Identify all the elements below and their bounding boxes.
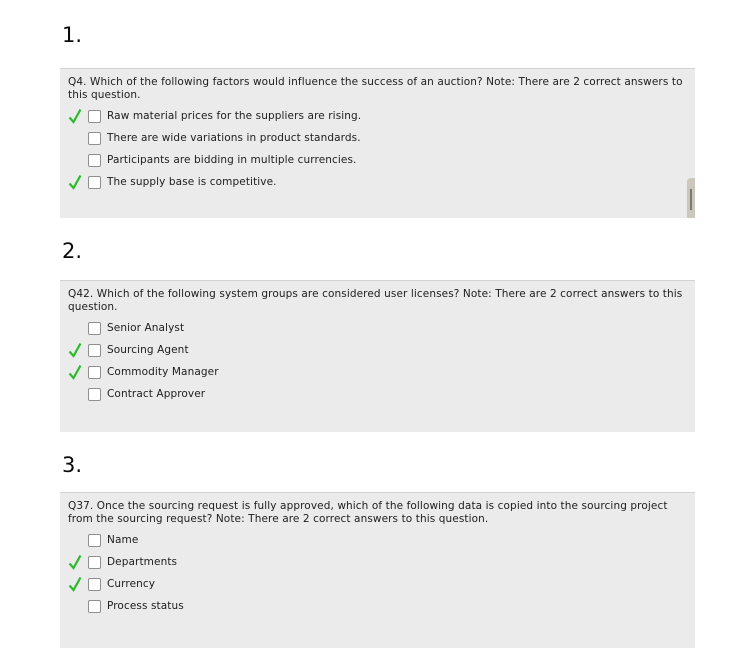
question-section-1	[60, 22, 695, 218]
option-label: Departments	[107, 556, 178, 568]
question-text: Q37. Once the sourcing request is fully approved, which of the following data is copied into the sourcing project from the sourcing request? Note: There are 2 correct answers to this question.	[68, 500, 668, 525]
options-list	[68, 529, 685, 617]
option-checkbox[interactable]	[88, 154, 101, 167]
question-panel	[60, 280, 695, 432]
option-checkbox[interactable]	[88, 344, 101, 357]
options-list	[68, 317, 685, 405]
question-section-2	[60, 238, 695, 432]
option-row	[68, 149, 685, 171]
option-checkbox[interactable]	[88, 556, 101, 569]
option-checkbox[interactable]	[88, 132, 101, 145]
question-section-3	[60, 452, 695, 648]
option-label: Process status	[107, 600, 184, 612]
option-checkbox[interactable]	[88, 388, 101, 401]
check-icon	[68, 342, 88, 358]
option-label: Contract Approver	[107, 388, 206, 400]
option-label: Sourcing Agent	[107, 344, 189, 356]
option-checkbox[interactable]	[88, 176, 101, 189]
options-list	[68, 105, 685, 193]
option-label: Commodity Manager	[107, 366, 219, 378]
option-label: Raw material prices for the suppliers are rising.	[107, 110, 362, 122]
question-text: Q4. Which of the following factors would influence the success of an auction? Note: There are 2 correct answers to this question.	[68, 76, 683, 101]
option-label: Currency	[107, 578, 156, 590]
option-checkbox[interactable]	[88, 366, 101, 379]
option-label: Name	[107, 534, 139, 546]
option-row	[68, 529, 685, 551]
question-panel	[60, 492, 695, 648]
check-icon	[68, 554, 88, 570]
option-row	[68, 595, 685, 617]
option-row	[68, 127, 685, 149]
option-row	[68, 361, 685, 383]
section-number: 1.	[62, 23, 83, 47]
option-checkbox[interactable]	[88, 322, 101, 335]
check-icon	[68, 174, 88, 190]
option-row	[68, 573, 685, 595]
option-checkbox[interactable]	[88, 578, 101, 591]
check-icon	[68, 108, 88, 124]
scrollbar-thumb[interactable]	[687, 178, 695, 218]
option-row	[68, 105, 685, 127]
option-checkbox[interactable]	[88, 110, 101, 123]
option-row	[68, 383, 685, 405]
option-label: There are wide variations in product standards.	[107, 132, 361, 144]
check-icon	[68, 576, 88, 592]
option-row	[68, 171, 685, 193]
option-row	[68, 551, 685, 573]
option-row	[68, 339, 685, 361]
option-label: Participants are bidding in multiple currencies.	[107, 154, 357, 166]
section-number: 3.	[62, 453, 83, 477]
option-checkbox[interactable]	[88, 534, 101, 547]
option-row	[68, 317, 685, 339]
section-number: 2.	[62, 239, 83, 263]
question-panel	[60, 68, 695, 218]
option-checkbox[interactable]	[88, 600, 101, 613]
option-label: The supply base is competitive.	[107, 176, 277, 188]
option-label: Senior Analyst	[107, 322, 185, 334]
check-icon	[68, 364, 88, 380]
question-text: Q42. Which of the following system groups are considered user licenses? Note: There are 2 correct answers to this question.	[68, 288, 683, 313]
